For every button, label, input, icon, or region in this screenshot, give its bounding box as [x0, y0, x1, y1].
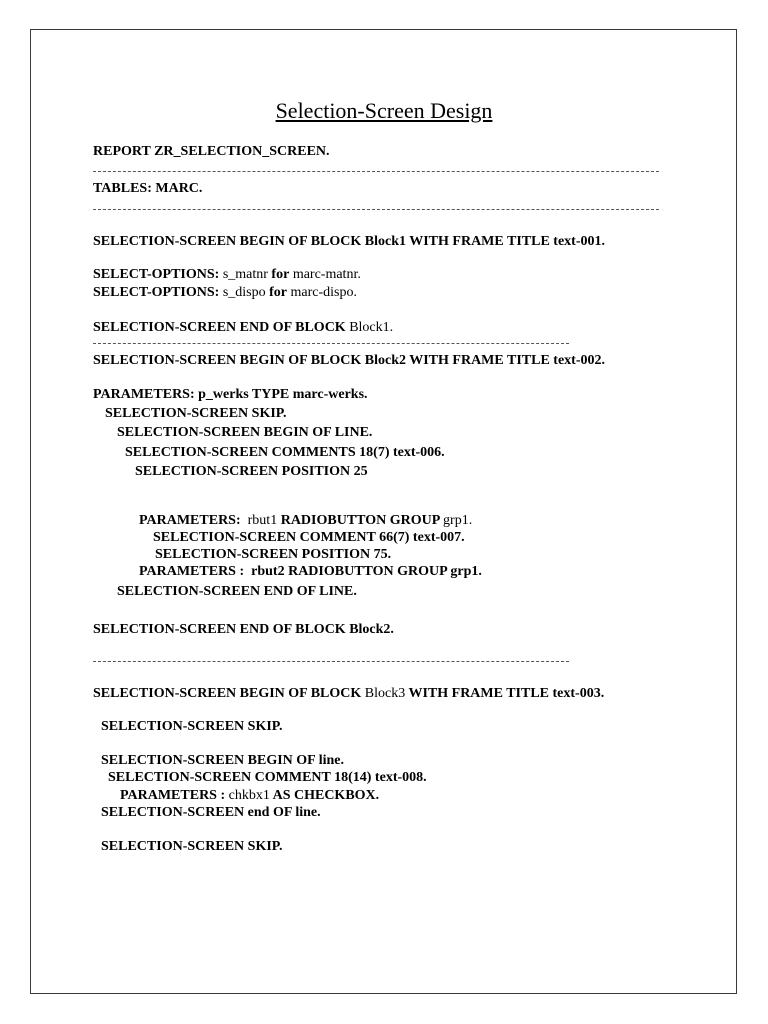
code-line-select-options-matnr [93, 266, 361, 283]
code-line-select-options-dispo [93, 284, 357, 301]
keyword: SELECTION-SCREEN BEGIN OF BLOCK [93, 686, 365, 701]
separator-line [93, 661, 569, 662]
identifier: s_matnr [219, 267, 272, 282]
code-line-block1-end [93, 319, 393, 336]
code-line-end-line: SELECTION-SCREEN END OF LINE. [117, 584, 357, 599]
code-line-end-line: SELECTION-SCREEN end OF line. [101, 805, 321, 820]
keyword: PARAMETERS: [139, 513, 241, 528]
identifier: marc-dispo. [287, 285, 357, 300]
code-line-comment-18: SELECTION-SCREEN COMMENT 18(14) text-008. [108, 770, 427, 785]
code-line-position-25: SELECTION-SCREEN POSITION 25 [135, 464, 368, 479]
keyword: SELECT-OPTIONS: [93, 285, 220, 300]
code-line-tables: TABLES: MARC. [93, 181, 203, 196]
code-line-position-75: SELECTION-SCREEN POSITION 75. [155, 547, 392, 562]
code-line-begin-line: SELECTION-SCREEN BEGIN OF LINE. [117, 425, 373, 440]
code-line-begin-line: SELECTION-SCREEN BEGIN OF line. [101, 753, 344, 768]
keyword: RADIOBUTTON GROUP [280, 513, 444, 528]
keyword: for [269, 285, 287, 300]
code-line-rbut1 [139, 512, 472, 529]
keyword: AS CHECKBOX. [269, 788, 380, 803]
identifier: rbut1 [240, 513, 281, 528]
separator-line [93, 209, 659, 210]
code-line-rbut2: PARAMETERS : rbut2 RADIOBUTTON GROUP grp1. [139, 564, 482, 579]
code-line-block2-end: SELECTION-SCREEN END OF BLOCK Block2. [93, 622, 394, 637]
code-line-block2-begin: SELECTION-SCREEN BEGIN OF BLOCK Block2 WITH FRAME TITLE text-002. [93, 353, 605, 368]
code-line-block3-begin [93, 685, 604, 702]
identifier: Block3 [364, 686, 406, 701]
code-line-report: REPORT ZR_SELECTION_SCREEN. [93, 144, 330, 159]
identifier: Block1. [349, 320, 394, 335]
keyword: PARAMETERS : [120, 788, 229, 803]
keyword: SELECTION-SCREEN END OF BLOCK [93, 320, 350, 335]
code-line-block1-begin: SELECTION-SCREEN BEGIN OF BLOCK Block1 WITH FRAME TITLE text-001. [93, 234, 605, 249]
code-line-skip: SELECTION-SCREEN SKIP. [101, 719, 283, 734]
identifier: chkbx1 [228, 788, 270, 803]
document-title: Selection-Screen Design [275, 98, 493, 123]
code-line-comments: SELECTION-SCREEN COMMENTS 18(7) text-006. [125, 445, 445, 460]
code-line-checkbox [120, 787, 379, 804]
identifier: s_dispo [219, 285, 270, 300]
identifier: marc-matnr. [289, 267, 361, 282]
code-line-param-werks: PARAMETERS: p_werks TYPE marc-werks. [93, 387, 368, 402]
keyword: for [271, 267, 290, 282]
separator-line [93, 343, 569, 344]
code-line-skip: SELECTION-SCREEN SKIP. [105, 406, 287, 421]
code-line-skip: SELECTION-SCREEN SKIP. [101, 839, 283, 854]
keyword: SELECT-OPTIONS: [93, 267, 220, 282]
identifier: grp1. [443, 513, 473, 528]
separator-line [93, 171, 659, 172]
code-line-comment-66: SELECTION-SCREEN COMMENT 66(7) text-007. [153, 530, 465, 545]
keyword: WITH FRAME TITLE text-003. [405, 686, 605, 701]
